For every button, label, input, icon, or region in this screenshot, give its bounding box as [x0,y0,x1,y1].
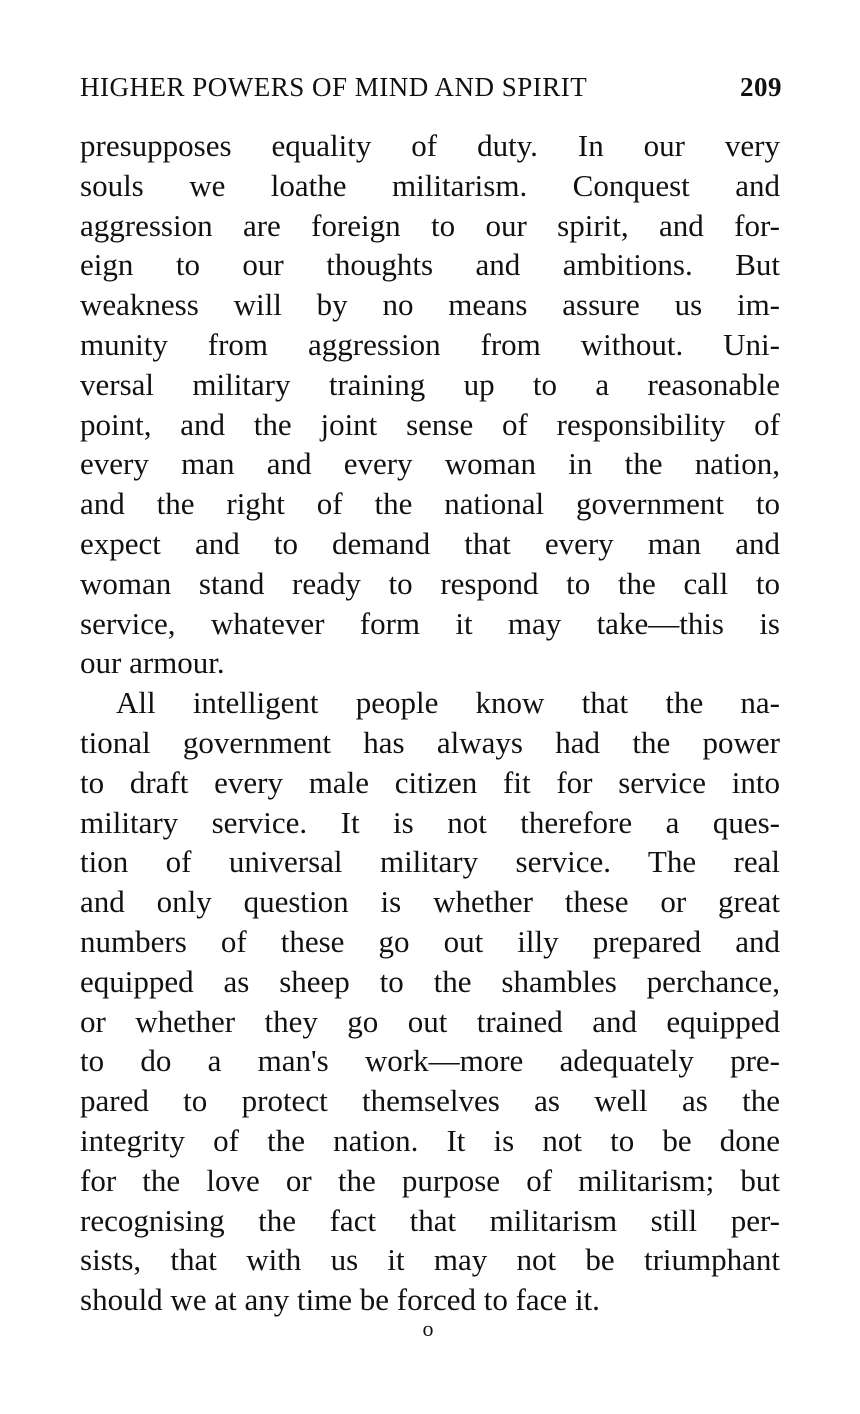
running-head [80,72,782,112]
text-line: numbers of these go out illy prepared and [80,923,780,959]
text-line: service, whatever form it may take—this is [80,605,780,641]
text-line: integrity of the nation. It is not to be done [80,1122,780,1158]
text-line: All intelligent people know that the na- [116,685,780,721]
text-line: to draft every male citizen fit for service into [80,764,780,800]
text-line: tional government has always had the power [80,724,780,760]
text-line: eign to our thoughts and ambitions. But [80,247,780,283]
text-line: or whether they go out trained and equipped [80,1003,780,1039]
text-line: woman stand ready to respond to the call to [80,565,780,601]
text-line: military service. It is not therefore a ques- [80,804,780,840]
text-line: and the right of the national government to [80,486,780,522]
text-line: our armour. [80,645,225,681]
paragraph [80,683,780,1320]
text-line: should we at any time be forced to face it. [80,1282,600,1318]
text-line: for the love or the purpose of militarism; but [80,1162,780,1198]
running-title: HIGHER POWERS OF MIND AND SPIRIT [80,72,588,102]
text-line: weakness will by no means assure us im- [80,287,780,323]
text-line: equipped as sheep to the shambles perchance, [80,963,780,999]
text-line: munity from aggression from without. Uni- [80,326,780,362]
page-number: 209 [740,72,782,102]
text-line: versal military training up to a reasonable [80,366,780,402]
text-line: to do a man's work—more adequately pre- [80,1043,780,1079]
text-line: pared to protect themselves as well as the [80,1083,780,1119]
text-line: every man and every woman in the nation, [80,446,780,482]
text-line: aggression are foreign to our spirit, and for- [80,207,780,243]
body-text [80,126,780,1320]
text-line: and only question is whether these or great [80,884,780,920]
text-line: presupposes equality of duty. In our very [80,128,780,163]
text-line: souls we loathe militarism. Conquest and [80,167,780,203]
text-line: expect and to demand that every man and [80,525,780,561]
text-line: point, and the joint sense of responsibility of [80,406,780,442]
text-line: sists, that with us it may not be triumphant [80,1242,780,1278]
paragraph [80,126,780,683]
signature-mark: o [422,1316,434,1341]
text-line: tion of universal military service. The real [80,844,780,880]
text-line: recognising the fact that militarism still per- [80,1202,780,1238]
